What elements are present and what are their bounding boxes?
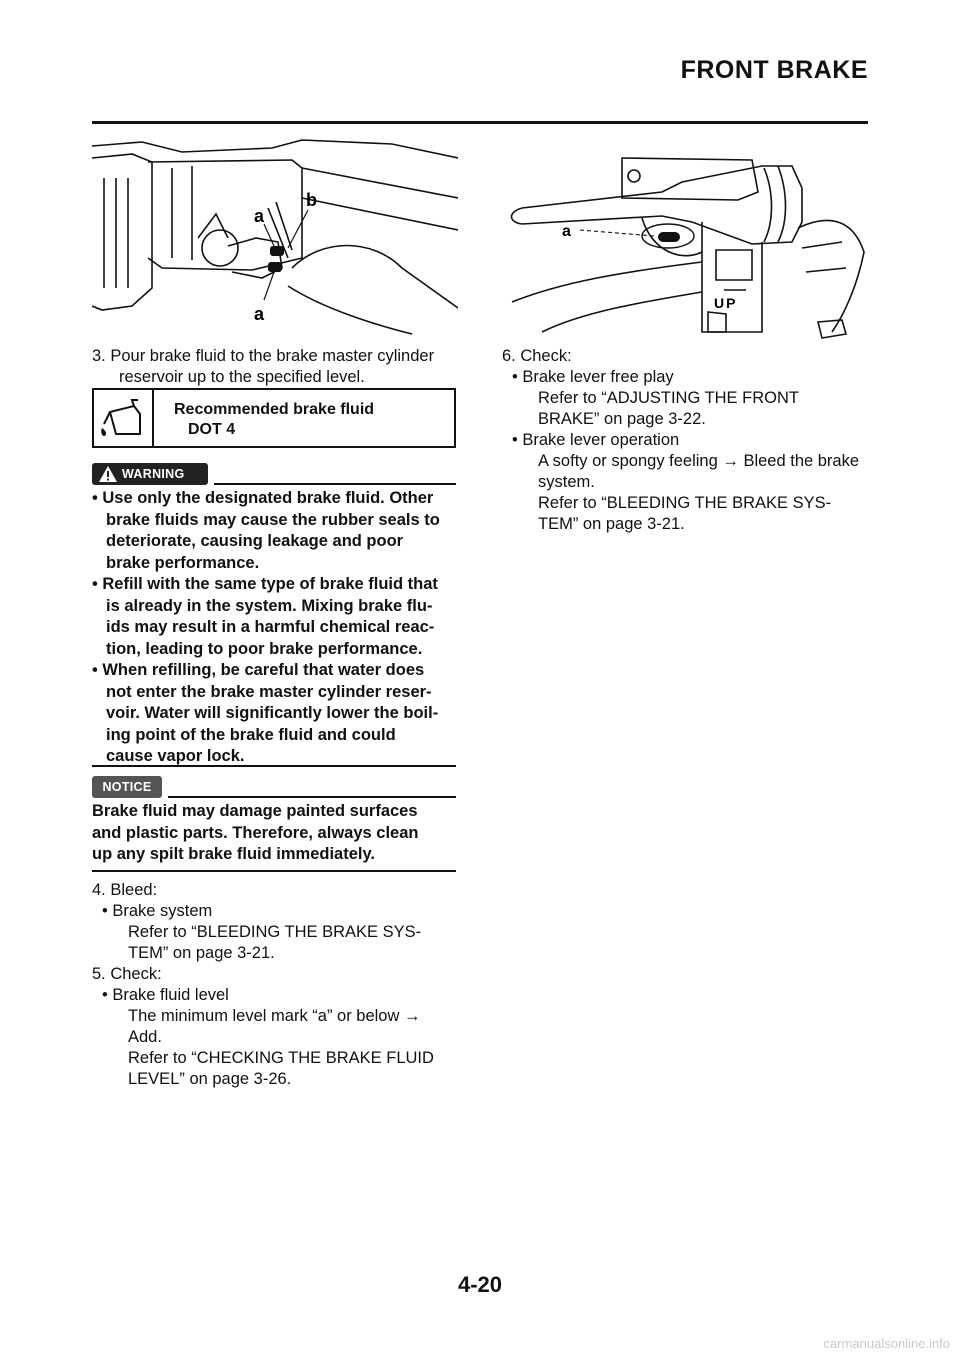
oil-can-icon: [94, 390, 152, 446]
step-5-heading: 5. Check:: [92, 965, 162, 983]
figure-label-up: UP: [714, 295, 738, 311]
step-5: 5. Check: • Brake fluid level The minimum level mark “a” or below → Add. Refer to “CHECKING THE BRAKE FLUID LEVEL” on page 3-26.: [92, 964, 464, 1090]
warning-item-1: • Use only the designated brake fluid. Other brake fluids may cause the rubber seals to deteriorate, causing leakage and poor brake performance.: [92, 489, 440, 572]
step-4-heading: 4. Bleed:: [92, 881, 158, 899]
figure-label-a: a: [562, 223, 571, 240]
step-4: 4. Bleed: • Brake system Refer to “BLEEDING THE BRAKE SYS- TEM” on page 3-21.: [92, 880, 464, 964]
warning-body: [92, 488, 464, 768]
header-rule: [92, 121, 868, 124]
notice-bottom-rule: [92, 870, 456, 872]
page-number: 4-20: [457, 1272, 503, 1297]
brake-lever-figure: [502, 152, 868, 342]
notice-label: NOTICE: [92, 776, 162, 798]
step-4-bullet: • Brake system: [102, 902, 213, 920]
page-title: FRONT BRAKE: [680, 56, 868, 84]
warning-bottom-rule: [92, 765, 456, 767]
spec-box: [92, 388, 456, 448]
warning-label: WARNING: [92, 463, 208, 485]
step-6-bullet-1: • Brake lever free play: [512, 368, 674, 386]
step-3-line2: reservoir up to the specified level.: [119, 368, 365, 386]
figure-label-a-bottom: a: [254, 304, 265, 324]
warning-item-3: • When refilling, be careful that water does not enter the brake master cylinder reser- voir. Water will significantly lower the boil- ing point of the brake fluid and could cause vapor lock.: [92, 661, 439, 765]
notice-top-rule: [168, 796, 456, 798]
step-6-heading: 6. Check:: [502, 347, 572, 365]
spec-text: [174, 400, 374, 440]
notice-body: Brake fluid may damage painted surfaces and plastic parts. Therefore, always clean up any spilt brake fluid immediately.: [92, 802, 419, 863]
warning-triangle-icon: [98, 465, 118, 483]
step-5-bullet: • Brake fluid level: [102, 986, 229, 1004]
step-6-bullet-2: • Brake lever operation: [512, 431, 680, 449]
warning-item-2: • Refill with the same type of brake fluid that is already in the system. Mixing brake flu- ids may result in a harmful chemical reac- tion, leading to poor brake performance.: [92, 575, 438, 658]
figure-label-b: b: [306, 190, 317, 210]
master-cylinder-figure: [92, 138, 458, 340]
step-6: 6. Check: • Brake lever free play Refer to “ADJUSTING THE FRONT BRAKE” on page 3-22. • Brake lever operation A softy or spongy feeling → Bleed the brake system. Refer to “BLEEDING THE BRAKE SYS- TEM” on page 3-21.: [502, 346, 872, 535]
step-3: [92, 346, 462, 388]
watermark: carmanualsonline.info: [823, 1336, 950, 1351]
spec-icon-cell: [94, 390, 154, 446]
spec-value: DOT 4: [188, 421, 236, 438]
step-3-line1: 3. Pour brake fluid to the brake master cylinder: [92, 347, 435, 365]
spec-title: Recommended brake fluid: [174, 401, 375, 418]
warning-top-rule: [214, 483, 456, 485]
figure-label-a-top: a: [254, 206, 265, 226]
